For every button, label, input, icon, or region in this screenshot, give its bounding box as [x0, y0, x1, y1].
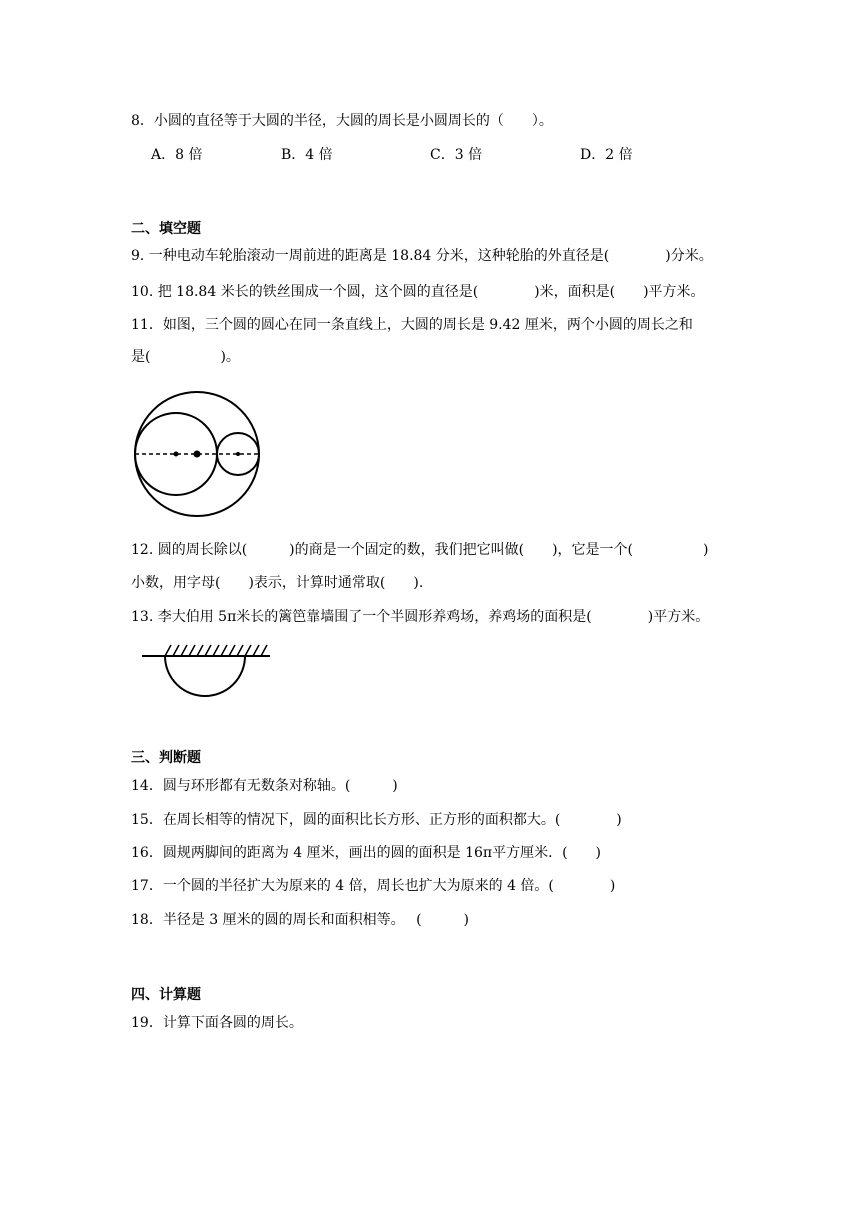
three-circles-figure	[130, 387, 265, 522]
question-12-line2: 小数，用字母( )表示，计算时通常取( ).	[131, 575, 424, 591]
q8-option-a: A．8 倍	[151, 147, 203, 163]
question-11-line2: 是( )。	[131, 349, 240, 365]
question-10: 10. 把 18.84 米长的铁丝围成一个圆，这个圆的直径是( )米，面积是( )平方米。	[131, 284, 705, 300]
question-17: 17．一个圆的半径扩大为原来的 4 倍，周长也扩大为原来的 4 倍。( )	[131, 878, 616, 894]
section-fill-in-title: 二、填空题	[131, 221, 201, 237]
question-16: 16．圆规两脚间的距离为 4 厘米，画出的圆的面积是 16π平方厘米．( )	[131, 845, 602, 861]
section-judgement-title: 三、判断题	[131, 750, 201, 766]
q8-option-c: C．3 倍	[430, 147, 483, 163]
question-8: 8．小圆的直径等于大圆的半径，大圆的周长是小圆周长的（ ）。	[131, 113, 553, 129]
question-18: 18．半径是 3 厘米的圆的周长和面积相等。 ( )	[131, 912, 469, 928]
q8-option-b: B．4 倍	[281, 147, 333, 163]
question-12-line1: 12. 圆的周长除以( )的商是一个固定的数，我们把它叫做( )，它是一个( )	[131, 542, 709, 558]
question-15: 15．在周长相等的情况下，圆的面积比长方形、正方形的面积都大。( )	[131, 812, 622, 828]
q8-option-d: D．2 倍	[580, 147, 633, 163]
question-13: 13. 李大伯用 5π米长的篱笆靠墙围了一个半圆形养鸡场，养鸡场的面积是( )平方米。	[131, 609, 710, 625]
question-14: 14．圆与环形都有无数条对称轴。( )	[131, 778, 398, 794]
section-calculation-title: 四、计算题	[131, 987, 201, 1003]
question-19: 19．计算下面各圆的周长。	[131, 1015, 303, 1031]
question-9: 9. 一种电动车轮胎滚动一周前进的距离是 18.84 分米，这种轮胎的外直径是( )分米。	[131, 248, 713, 264]
semicircle-wall-figure	[140, 643, 275, 703]
question-11-line1: 11．如图，三个圆的圆心在同一条直线上，大圆的周长是 9.42 厘米，两个小圆的周长之和	[131, 317, 693, 333]
